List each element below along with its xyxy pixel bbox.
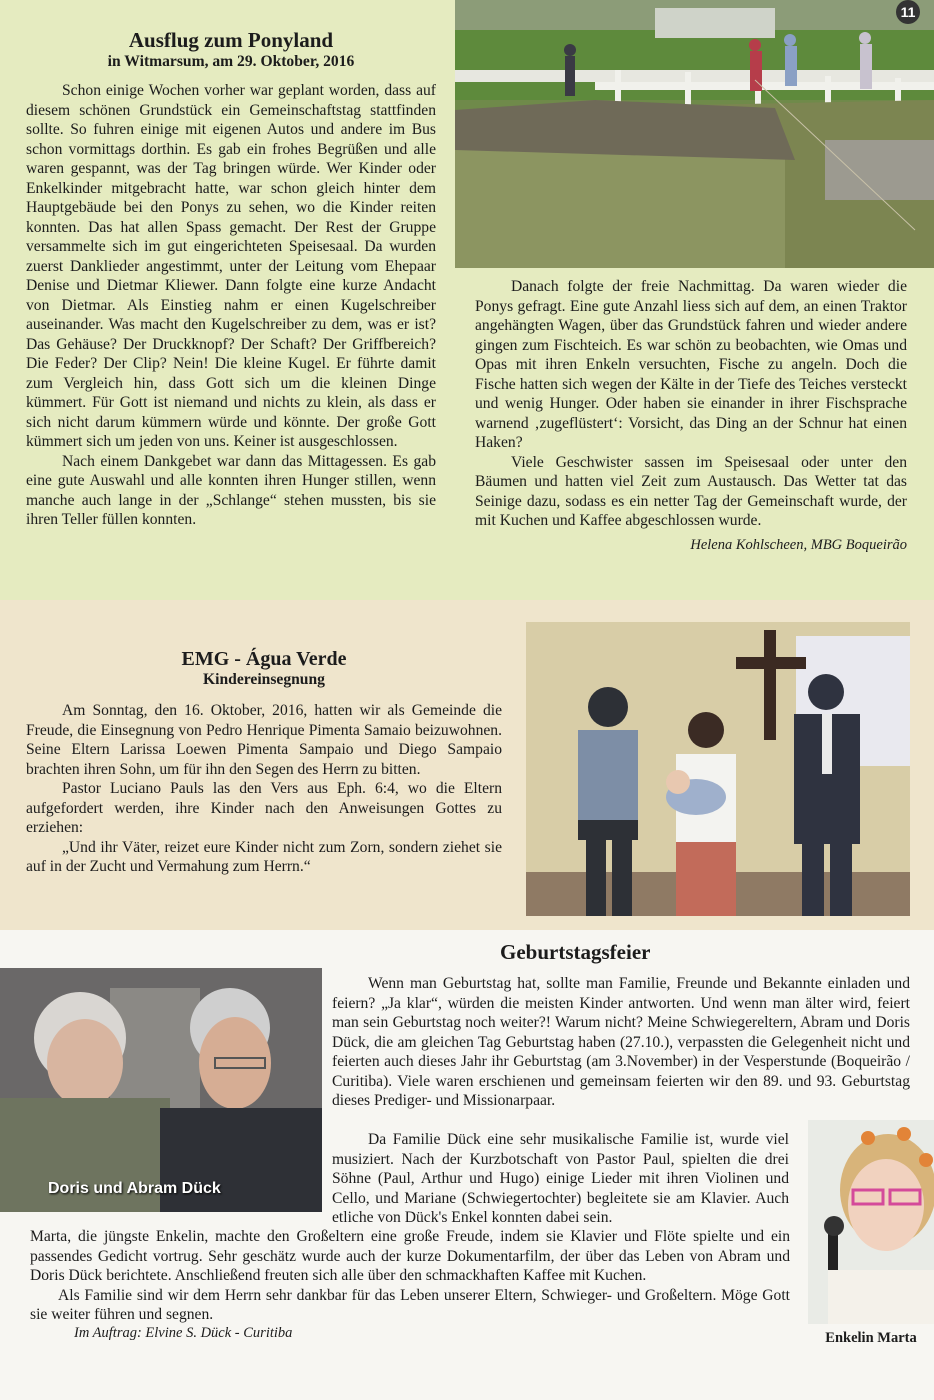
pond-fishing-illustration xyxy=(455,0,934,268)
ponyland-paragraph: Danach folgte der freie Nachmittag. Da waren wieder die Ponys gefragt. Eine gute Anzahl liess sich auf dem, an einen Traktor angehängten Wagen, über das Grundstück fahren und wieder andere gingen zum Fischteich. Es war schön zu beobachten, wie Omas und Opas mit ihren Enkeln versuchten, Fische zu angeln. Doch die Fische hatten sich wegen der Kälte in der Tiefe des Teiches versteckt und wenig Hunger. Oder haben sie einander in ihrer Fischsprache warnend ‚zugeflüstert‘: Vorsicht, das Ding an der Schnur hat einen Haken? xyxy=(475,278,907,451)
birthday-paragraph: Wenn man Geburtstag hat, sollte man Familie, Freunde und Bekannte einladen und feiern? „Ja klar“, würden die meisten Kinder antworten. Und wenn man älter wird, feiert man sein Geburtstag noch weiter?! Warum nicht? Meine Schwiegereltern, Abram und Doris Dück, die am gleichen Tag Geburtstag haben (27.10.), verpassten die Gelegenheit nicht und feierten auch dieses Jahr ihr Geburtstag (am 3.November) in der Vesperstunde (Boqueirão / Curitiba). Viele waren erschienen und gemeinsam feierten wir den 89. und 93. Geburtstag dieses Prediger- und Missionarpaar. xyxy=(332,975,910,1109)
agua-verde-title: EMG - Água Verde xyxy=(181,648,347,670)
birthday-paragraph: Da Familie Dück eine sehr musikalische Familie ist, wurde viel musiziert. Nach der Kurzbotschaft von Pastor Paul, spielten die drei Söhne (Paul, Arthur und Hugo) einige Lieder mit ihren Violinen und Cello, und Mariane (Schwiegertochter) begleitete sie am Klavier. Auch etliche von Dück's Enkel konnten dabei sein. xyxy=(332,1131,789,1226)
ponyland-article-left xyxy=(26,28,436,530)
ponyland-signature: Helena Kohlscheen, MBG Boqueirão xyxy=(690,536,907,553)
ponyland-article-right xyxy=(475,277,907,554)
doris-abram-photo xyxy=(0,968,322,1212)
ponyland-subtitle: in Witmarsum, am 29. Oktober, 2016 xyxy=(107,53,355,70)
marta-caption: Enkelin Marta xyxy=(825,1330,917,1346)
ponyland-title: Ausflug zum Ponyland xyxy=(128,28,334,52)
birthday-paragraph: Marta, die jüngste Enkelin, machte den Großeltern eine große Freude, indem sie Klavier und Flöte spielte und ein passendes Gedicht vortrug. Sehr geschätz wurde auch der kurze Dokumentarfilm, der über das Leben von Abram und Doris Dück berichtete. Anschließend freuten sich alle über den schmackhaften Kaffee mit Kuchen. xyxy=(30,1228,790,1284)
agua-verde-paragraph: Am Sonntag, den 16. Oktober, 2016, hatten wir als Gemeinde die Freude, die Einsegnung von Pedro Henrique Pimenta Samaio beizuwohnen. Seine Eltern Larissa Loewen Pimenta Sampaio und Diego Sampaio brachten ihren Sohn, um für ihn den Segen des Herrn zu bitten. xyxy=(26,702,502,778)
birthday-article-top xyxy=(332,974,910,1111)
birthday-article-mid xyxy=(332,1130,789,1228)
ponyland-paragraph: Viele Geschwister sassen im Speisesaal oder unter den Bäumen und hatten viel Zeit zum Austausch. Das Wetter tat das Seinige dazu, sodass es ein netter Tag der Gemeinschaft wurde, der mit Kuchen und Kaffee abgeschlossen wurde. xyxy=(475,453,907,529)
blessing-illustration xyxy=(526,622,910,916)
agua-verde-subtitle: Kindereinsegnung xyxy=(203,671,325,688)
ponyland-paragraph: Nach einem Dankgebet war dann das Mittagessen. Es gab eine gute Auswahl und alle konnten ihren Hunger stillen, wenn manche auch lange in der „Schlange“ stehen mussten, bis sie ihren Teller füllen konnten. xyxy=(26,452,436,528)
birthday-article-bottom xyxy=(30,1227,790,1342)
agua-verde-quote: „Und ihr Väter, reizet eure Kinder nicht zum Zorn, sondern ziehet sie auf in der Zucht und Vermahung zum Herrn.“ xyxy=(26,838,502,875)
blessing-photo xyxy=(526,622,910,916)
doris-abram-caption: Doris und Abram Dück xyxy=(48,1180,221,1197)
ponyland-paragraph: Schon einige Wochen vorher war geplant worden, dass auf diesem schönen Grundstück ein Gemeinschaftstag stattfinden sollte. So fuhren einige mit eigenen Autos und andere im Bus schon vormittags dorthin. Es gab ein frohes Begrüßen und alle waren gespannt, was der Tag bringen würde. Wer Kinder oder Enkelkinder mitgebracht hatte, war schon gleich hinter dem Hauptgebäude bei den Ponys zu sehen, wo die Kinder reiten konnten. Das hat allen Spass gemacht. Der Rest der Gruppe versammelte sich im gut eingerichteten Speisesaal. Da wurden zuerst Danklieder angestimmt, unter der Leitung vom Ehepaar Denise und Dietmar Kliewer. Dann folgte eine kurze Andacht von Dietmar. Als Einstieg nahm er einen Kugelschreiber auseinander. Was macht den Kugelschreiber zu dem, was er ist? Das Gehäuse? Der Druckknopf? Der Schaft? Der Griffbereich? Die Feder? Der Clip? Nein! Die kleine Kugel. Er führte damit zum Vergleich hin, dass Gott sich um die kleinen Dinge kümmert. Für Gott ist niemand und nichts zu klein, als dass er sich nicht darum kümmern würde und könnte. Der große Gott kümmert sich um jeden von uns. Keiner ist ausgeschlossen. xyxy=(26,82,436,450)
page-number-badge: 11 xyxy=(896,0,920,24)
marta-illustration xyxy=(808,1120,934,1324)
marta-photo xyxy=(808,1120,934,1324)
agua-verde-paragraph: Pastor Luciano Pauls las den Vers aus Eph. 6:4, wo die Eltern aufgefordert werden, ihre Kinder nach den Anweisungen Gottes zu erziehen: xyxy=(26,780,502,836)
pond-fishing-photo xyxy=(455,0,934,268)
doris-abram-illustration xyxy=(0,968,322,1212)
birthday-signature: Im Auftrag: Elvine S. Dück - Curitiba xyxy=(74,1324,293,1341)
agua-verde-article xyxy=(26,648,502,877)
birthday-title: Geburtstagsfeier xyxy=(500,940,651,964)
birthday-paragraph: Als Familie sind wir dem Herrn sehr dankbar für das Leben unserer Eltern, Schwieger- und Großeltern. Möge Gott sie weiter führen und segnen. xyxy=(30,1286,790,1323)
